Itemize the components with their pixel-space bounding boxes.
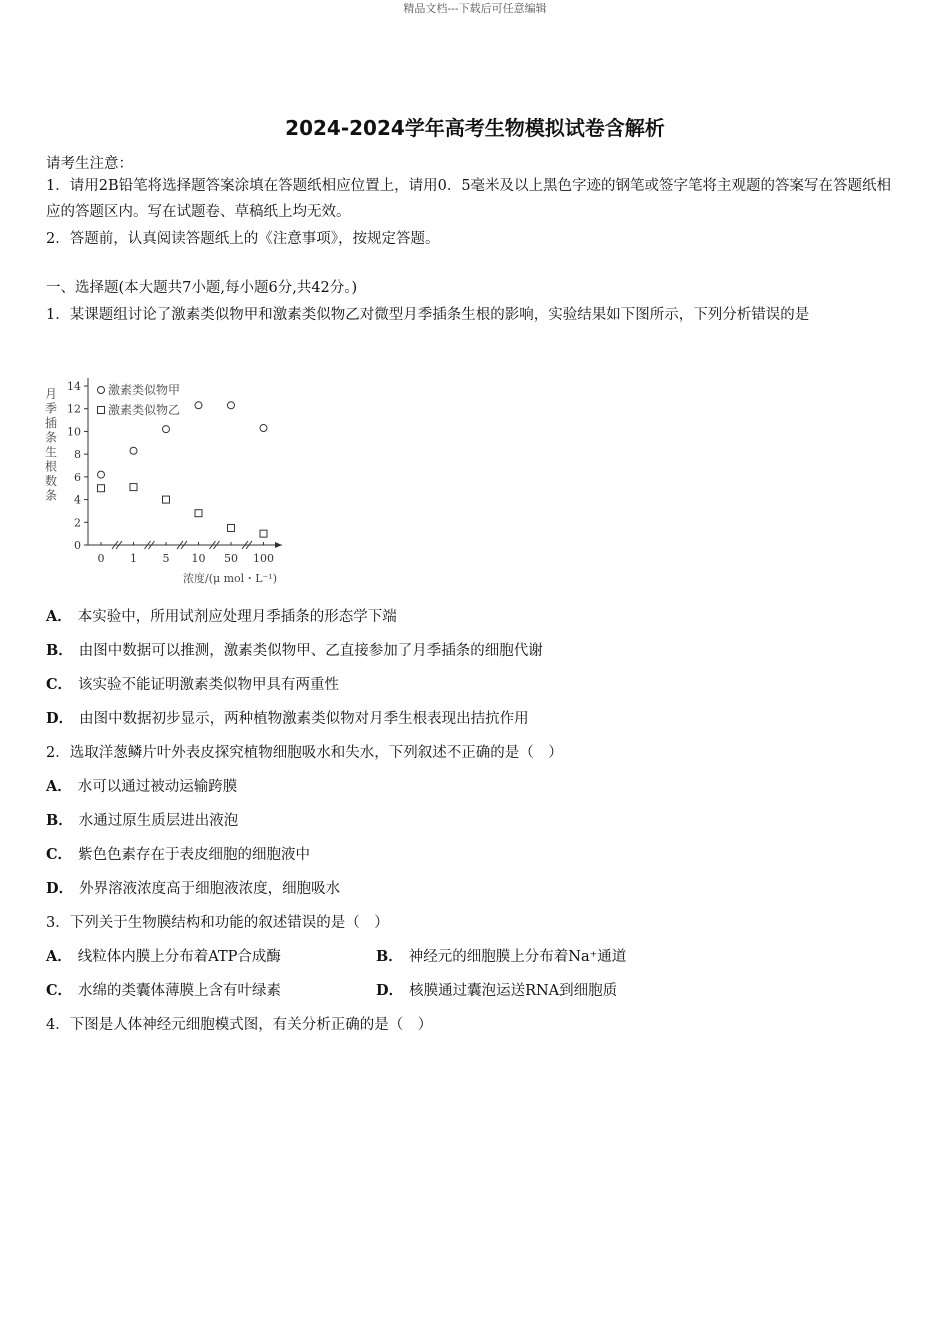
data-point-square: [228, 524, 235, 531]
option-text: 由图中数据初步显示，两种植物激素类似物对月季生根表现出拮抗作用: [79, 711, 529, 727]
option-label: D．: [46, 710, 74, 727]
option-label: B．: [46, 812, 73, 829]
data-point-square: [98, 485, 105, 492]
y-axis-label-char: 插: [44, 416, 58, 430]
option-text: 水可以通过被动运输跨膜: [77, 779, 238, 795]
q2-option-c[interactable]: [46, 843, 310, 864]
x-tick-label: 50: [224, 552, 238, 565]
q3-option-a[interactable]: [46, 945, 281, 966]
option-text: 神经元的细胞膜上分布着Na⁺通道: [408, 949, 627, 965]
q1-option-c[interactable]: [46, 673, 339, 694]
data-point-circle: [98, 471, 105, 478]
chart-marks: [98, 382, 268, 537]
x-axis-arrow: [275, 542, 282, 548]
scatter-chart: [40, 372, 300, 594]
y-tick-label: 10: [67, 425, 81, 439]
legend-label: 激素类似物乙: [108, 403, 181, 417]
option-text: 紫色色素存在于表皮细胞的细胞液中: [78, 847, 311, 863]
y-tick-label: 8: [74, 448, 81, 462]
y-tick-label: 4: [74, 493, 81, 507]
y-axis-label-char: 条: [44, 430, 58, 445]
option-text: 外界溶液浓度高于细胞液浓度，细胞吸水: [79, 881, 341, 897]
q3-option-c[interactable]: [46, 979, 281, 1000]
y-tick-label: 2: [74, 516, 81, 530]
option-text: 由图中数据可以推测，激素类似物甲、乙直接参加了月季插条的细胞代谢: [78, 643, 543, 659]
y-tick-label: 14: [67, 380, 81, 393]
page-title: 2024-2024学年高考生物模拟试卷含解析: [285, 116, 665, 140]
y-tick-label: 12: [67, 402, 81, 416]
q2-option-a[interactable]: [46, 775, 237, 796]
y-tick-label: 0: [74, 539, 81, 552]
data-point-square: [163, 496, 170, 503]
question-1-chart: [40, 372, 300, 594]
option-label: C．: [46, 846, 73, 863]
q3-option-d[interactable]: [376, 979, 617, 1000]
q3-option-b[interactable]: [376, 945, 626, 966]
header-note: 精品文档---下载后可任意编辑: [403, 2, 547, 15]
section-heading: 一、选择题(本大题共7小题,每小题6分,共42分。): [46, 280, 358, 296]
option-text: 该实验不能证明激素类似物甲具有两重性: [78, 677, 340, 693]
q1-option-a[interactable]: [46, 605, 397, 626]
option-label: C．: [46, 676, 73, 693]
data-point-circle: [195, 402, 202, 409]
data-point-circle: [228, 402, 235, 409]
data-point-square: [260, 530, 267, 537]
option-label: D．: [376, 982, 404, 999]
option-label: C．: [46, 982, 73, 999]
x-tick-label: 5: [162, 552, 170, 565]
option-label: A．: [46, 778, 72, 795]
option-text: 线粒体内膜上分布着ATP合成酶: [77, 949, 281, 965]
x-tick-label: 100: [253, 552, 274, 565]
y-axis-label-char: 月: [44, 387, 58, 401]
x-axis-label: 浓度/(μ mol・L⁻¹): [182, 572, 278, 585]
question-3-stem: 3．下列关于生物膜结构和功能的叙述错误的是（ ）: [46, 915, 389, 931]
notice-item-2: 2．答题前，认真阅读答题纸上的《注意事项》，按规定答题。: [46, 231, 440, 247]
x-tick-label: 1: [130, 552, 137, 565]
legend-label: 激素类似物甲: [108, 383, 181, 397]
data-point-circle: [163, 426, 170, 433]
option-text: 本实验中，所用试剂应处理月季插条的形态学下端: [77, 609, 397, 625]
x-tick-label: 0: [97, 552, 105, 565]
q1-option-d[interactable]: [46, 707, 529, 728]
option-label: A．: [46, 608, 72, 625]
y-axis-label-char: 条: [44, 488, 58, 503]
option-text: 水绵的类囊体薄膜上含有叶绿素: [78, 983, 282, 999]
data-point-square: [130, 484, 137, 491]
option-label: A．: [46, 948, 72, 965]
data-point-circle: [260, 425, 267, 432]
x-tick-label: 10: [191, 552, 206, 565]
y-axis-label-char: 季: [44, 401, 58, 416]
y-axis-label-char: 数: [44, 474, 58, 488]
data-point-circle: [130, 447, 137, 454]
y-axis-label-char: 生: [44, 445, 58, 459]
legend-marker-square: [98, 407, 105, 414]
y-tick-label: 6: [74, 470, 81, 484]
option-text: 水通过原生质层进出液泡: [78, 813, 239, 829]
option-label: B．: [376, 948, 403, 965]
question-4-stem: 4．下图是人体神经元细胞模式图，有关分析正确的是（ ）: [46, 1017, 433, 1033]
data-point-square: [195, 510, 202, 517]
notice-heading: 请考生注意：: [46, 156, 133, 172]
notice-item-1: 1．请用2B铅笔将选择题答案涂填在答题纸相应位置上，请用0．5毫米及以上黑色字迹的钢笔或签字笔将主观题的答案写在答题纸相应的答题区内。写在试题卷、草稿纸上均无效。: [46, 178, 892, 220]
legend-marker-circle: [98, 387, 105, 394]
option-label: D．: [46, 880, 74, 897]
option-label: B．: [46, 642, 73, 659]
option-text: 核膜通过囊泡运送RNA到细胞质: [409, 983, 618, 999]
y-axis-label-char: 根: [44, 459, 58, 474]
q2-option-b[interactable]: [46, 809, 238, 830]
q1-option-b[interactable]: [46, 639, 543, 660]
question-1-stem: 1．某课题组讨论了激素类似物甲和激素类似物乙对微型月季插条生根的影响，实验结果如下图所示，下列分析错误的是: [46, 307, 810, 323]
q2-option-d[interactable]: [46, 877, 340, 898]
question-2-stem: 2．选取洋葱鳞片叶外表皮探究植物细胞吸水和失水，下列叙述不正确的是（ ）: [46, 745, 563, 761]
